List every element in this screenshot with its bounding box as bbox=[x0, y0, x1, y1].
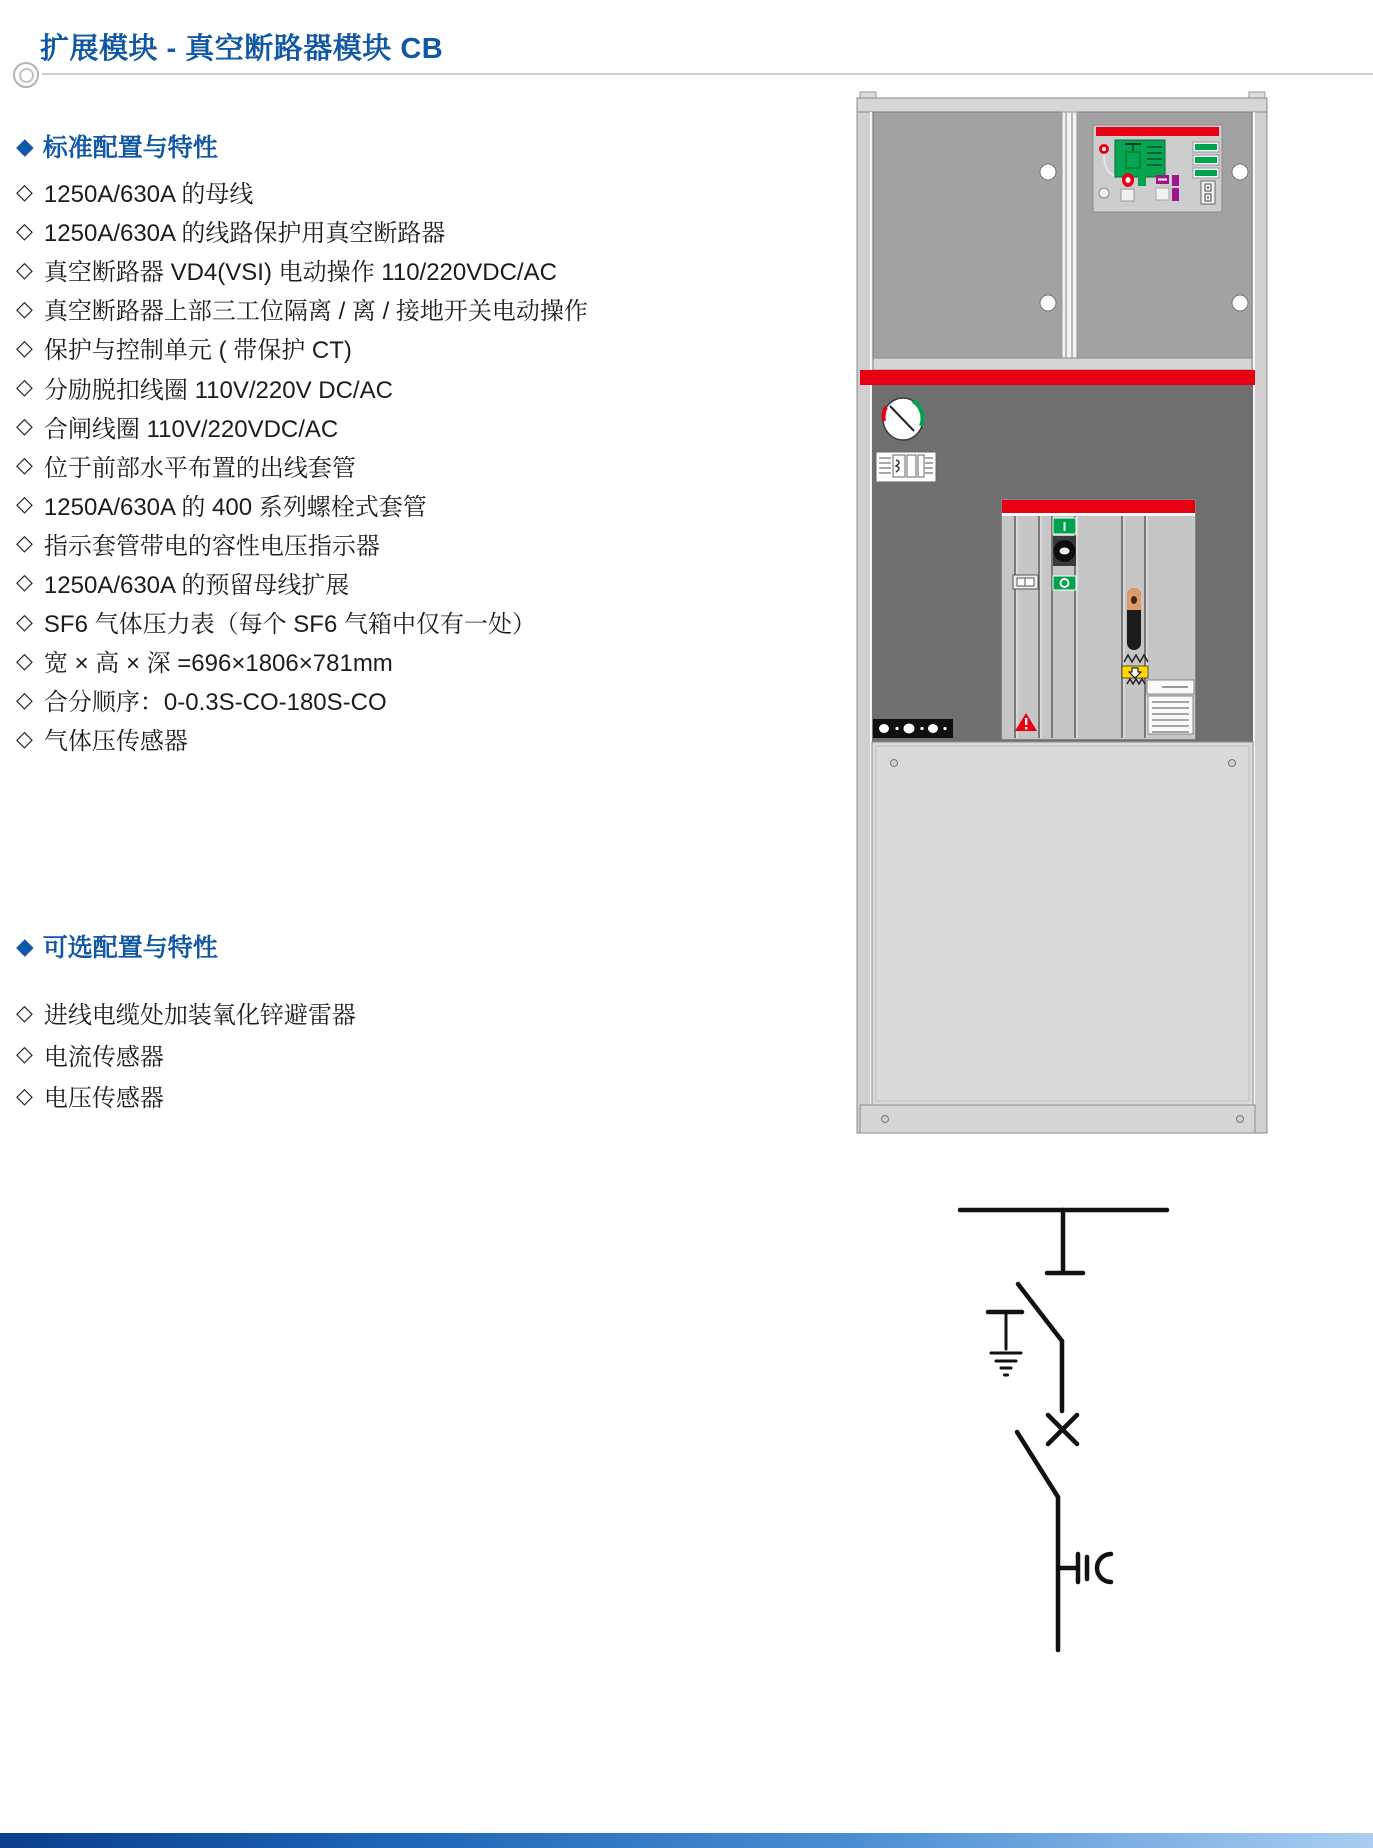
diamond-bullet-icon: ◇ bbox=[16, 1041, 33, 1067]
base-screw bbox=[882, 1116, 889, 1123]
upper-compartment-sill bbox=[873, 358, 1252, 370]
section-heading-text: 可选配置与特性 bbox=[42, 934, 218, 962]
feature-text: 宽 × 高 × 深 =696×1806×781mm bbox=[43, 650, 393, 678]
feature-text: 合分顺序：0-0.3S-CO-180S-CO bbox=[43, 689, 387, 717]
charging-handle bbox=[1127, 588, 1141, 650]
single-line-diagram bbox=[940, 1195, 1190, 1665]
diamond-bullet-icon: ◇ bbox=[16, 1082, 33, 1108]
feature-item bbox=[16, 446, 588, 485]
feature-item bbox=[16, 563, 588, 602]
feature-item bbox=[16, 524, 588, 563]
feature-item bbox=[16, 641, 588, 680]
cabinet-top-band bbox=[857, 98, 1267, 112]
red-stripe bbox=[860, 370, 1255, 385]
earth-switch-symbol bbox=[988, 1312, 1022, 1375]
feature-text: 保护与控制单元 ( 带保护 CT) bbox=[43, 337, 352, 365]
filled-diamond-icon: ◆ bbox=[16, 132, 34, 159]
feature-item bbox=[16, 485, 588, 524]
feature-text: 进线电缆处加装氧化锌避雷器 bbox=[43, 1002, 356, 1030]
feature-item bbox=[16, 289, 588, 328]
feature-item bbox=[16, 407, 588, 446]
svg-text:I: I bbox=[1062, 519, 1067, 534]
feature-text: 真空断路器 VD4(VSI) 电动操作 110/220VDC/AC bbox=[43, 259, 557, 287]
relay-indicator-bars bbox=[1193, 142, 1219, 178]
door-knob bbox=[1232, 164, 1248, 180]
diamond-bullet-icon: ◇ bbox=[16, 374, 33, 400]
section-heading-standard bbox=[16, 128, 218, 164]
feature-text: 位于前部水平布置的出线套管 bbox=[43, 454, 356, 482]
feature-item bbox=[16, 992, 356, 1034]
diamond-bullet-icon: ◇ bbox=[16, 334, 33, 360]
diamond-bullet-icon: ◇ bbox=[16, 999, 33, 1025]
feature-item bbox=[16, 719, 588, 758]
circuit-breaker-symbol bbox=[1048, 1415, 1077, 1444]
feature-item bbox=[16, 250, 588, 289]
vd4-mechanism-panel bbox=[1001, 499, 1196, 740]
footer-bar bbox=[0, 1833, 1373, 1848]
diamond-bullet-icon: ◇ bbox=[16, 217, 33, 243]
indicator-strip bbox=[873, 719, 953, 738]
diamond-bullet-icon: ◇ bbox=[16, 452, 33, 478]
feature-item bbox=[16, 1075, 356, 1117]
diamond-bullet-icon: ◇ bbox=[16, 256, 33, 282]
page-title: 扩展模块 - 真空断路器模块 CB bbox=[40, 33, 444, 65]
feature-item bbox=[16, 1034, 356, 1076]
feature-text: 合闸线圈 110V/220VDC/AC bbox=[43, 415, 339, 443]
door-knob bbox=[1040, 295, 1056, 311]
open-button bbox=[1053, 576, 1076, 590]
door-knob bbox=[1232, 295, 1248, 311]
diamond-bullet-icon: ◇ bbox=[16, 530, 33, 556]
relay-screen bbox=[1115, 140, 1165, 177]
operation-counter bbox=[1147, 680, 1194, 694]
louver-panel bbox=[1148, 696, 1193, 734]
feature-text: 真空断路器上部三工位隔离 / 离 / 接地开关电动操作 bbox=[43, 298, 588, 326]
standard-feature-list bbox=[16, 172, 588, 758]
feature-text: 1250A/630A 的预留母线扩展 bbox=[43, 571, 350, 599]
feature-text: SF6 气体压力表（每个 SF6 气箱中仅有一处） bbox=[43, 611, 536, 639]
diamond-bullet-icon: ◇ bbox=[16, 178, 33, 204]
selector-knob bbox=[1053, 536, 1076, 566]
feature-item bbox=[16, 328, 588, 367]
feature-item bbox=[16, 602, 588, 641]
feature-text: 指示套管带电的容性电压指示器 bbox=[43, 532, 380, 560]
feature-text: 1250A/630A 的 400 系列螺栓式套管 bbox=[43, 493, 427, 521]
diamond-bullet-icon: ◇ bbox=[16, 725, 33, 751]
lower-door bbox=[872, 742, 1253, 1105]
diamond-bullet-icon: ◇ bbox=[16, 569, 33, 595]
outgoing-switch-symbol bbox=[1017, 1432, 1058, 1650]
diamond-bullet-icon: ◇ bbox=[16, 647, 33, 673]
nameplate bbox=[876, 452, 936, 482]
feature-item bbox=[16, 367, 588, 406]
diamond-bullet-icon: ◇ bbox=[16, 295, 33, 321]
diamond-bullet-icon: ◇ bbox=[16, 413, 33, 439]
close-button bbox=[1053, 518, 1076, 534]
section-heading-optional bbox=[16, 928, 218, 964]
door-screw bbox=[1229, 760, 1236, 767]
feature-item bbox=[16, 680, 588, 719]
three-position-switch-symbol bbox=[1018, 1284, 1062, 1411]
mechanism-label bbox=[1013, 575, 1038, 589]
ring-ornament-icon bbox=[13, 62, 39, 88]
optional-feature-list bbox=[16, 992, 356, 1117]
diamond-bullet-icon: ◇ bbox=[16, 686, 33, 712]
feature-text: 1250A/630A 的线路保护用真空断路器 bbox=[43, 220, 446, 248]
feature-text: 电压传感器 bbox=[43, 1085, 164, 1113]
section-heading-text: 标准配置与特性 bbox=[42, 134, 218, 162]
feature-text: 1250A/630A 的母线 bbox=[43, 181, 254, 209]
switchgear-cabinet-image bbox=[850, 85, 1275, 1140]
feature-text: 气体压传感器 bbox=[43, 728, 188, 756]
busbar-symbol bbox=[960, 1210, 1167, 1273]
door-screw bbox=[891, 760, 898, 767]
feature-text: 电流传感器 bbox=[43, 1043, 164, 1071]
cable-termination-symbol bbox=[1058, 1554, 1111, 1582]
door-knob bbox=[1040, 164, 1056, 180]
base-screw bbox=[1237, 1116, 1244, 1123]
diamond-bullet-icon: ◇ bbox=[16, 491, 33, 517]
feature-text: 分励脱扣线圈 110V/220V DC/AC bbox=[43, 376, 393, 404]
header-divider bbox=[42, 73, 1373, 75]
filled-diamond-icon: ◆ bbox=[16, 932, 34, 959]
protection-relay-panel bbox=[1093, 125, 1222, 212]
feature-item bbox=[16, 211, 588, 250]
door-divider bbox=[1062, 112, 1077, 358]
cabinet-base bbox=[860, 1105, 1255, 1133]
sf6-pressure-gauge bbox=[883, 398, 923, 440]
feature-item bbox=[16, 172, 588, 211]
diamond-bullet-icon: ◇ bbox=[16, 608, 33, 634]
